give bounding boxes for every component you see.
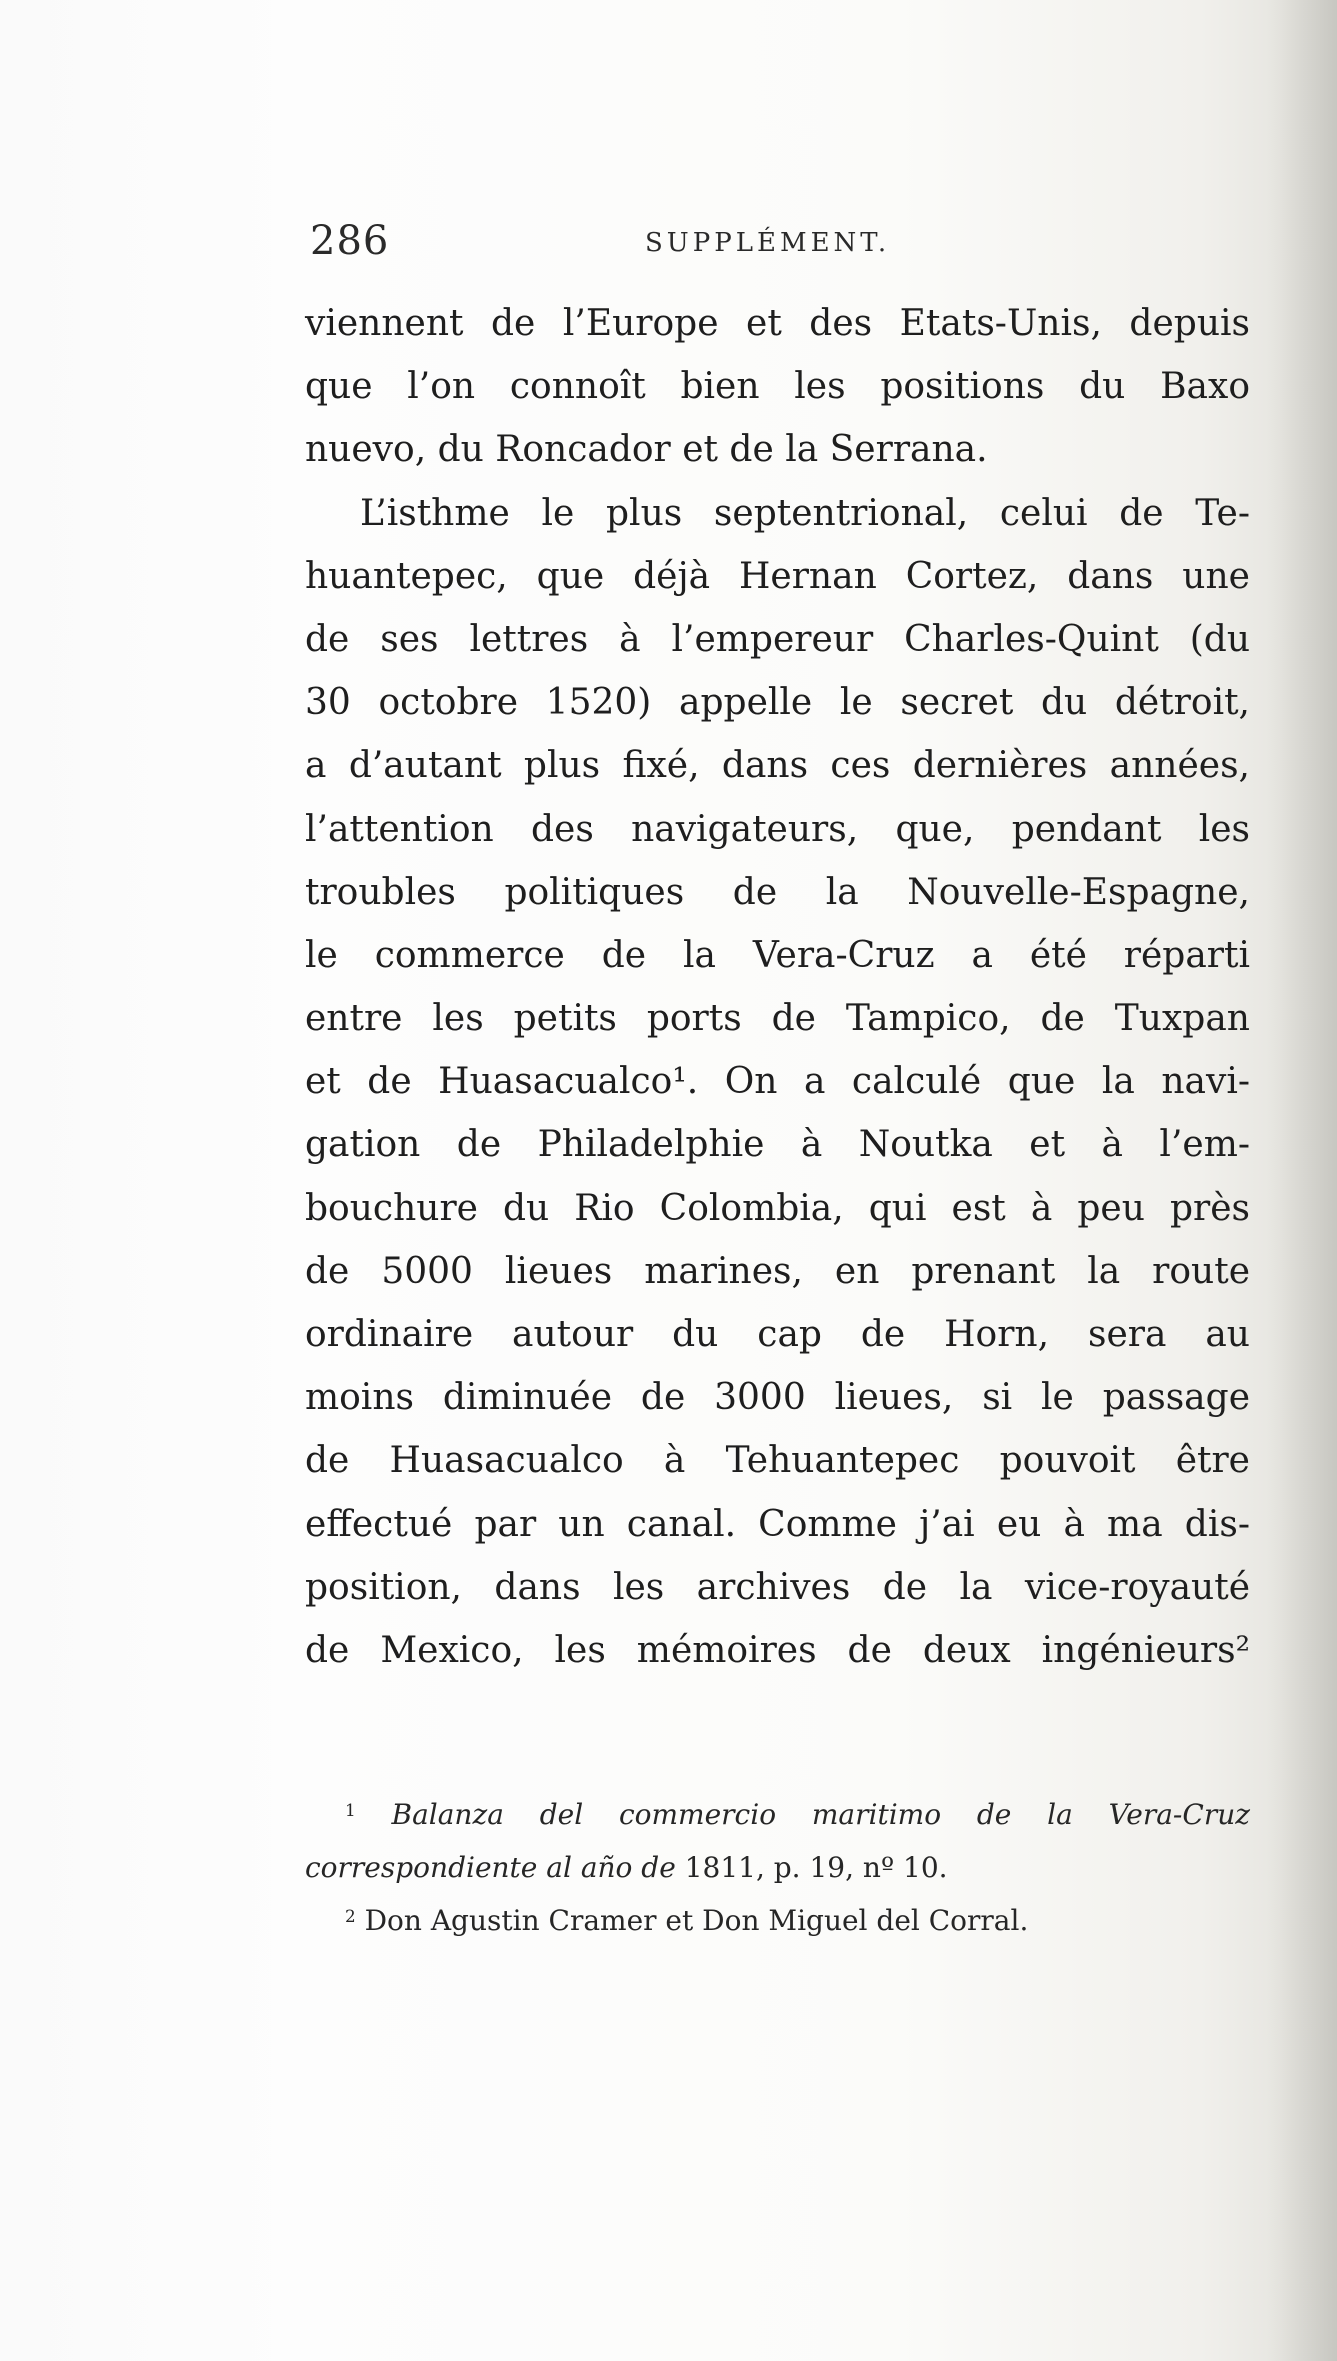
text-line: de ses lettres à l’empereur Charles-Quint (du	[305, 618, 1250, 660]
text-line: de Mexico, les mémoires de deux ingénieurs²	[305, 1629, 1250, 1671]
text-line: et de Huasacualco¹. On a calculé que la navi-	[305, 1061, 1250, 1103]
text-line: gation de Philadelphie à Noutka et à l’em-	[305, 1124, 1250, 1166]
page-header	[310, 218, 1250, 278]
text-line: de 5000 lieues marines, en prenant la route	[305, 1250, 1250, 1292]
footnote-1-reference: 1811, p. 19, nº 10.	[675, 1851, 948, 1884]
text-line: bouchure du Rio Colombia, qui est à peu près	[305, 1187, 1250, 1229]
text-line: effectué par un canal. Comme j’ai eu à ma dis-	[305, 1503, 1250, 1545]
footnote-marker: 2	[345, 1906, 356, 1926]
text-line: a d’autant plus fixé, dans ces dernières années,	[305, 745, 1250, 787]
text-line: moins diminuée de 3000 lieues, si le passage	[305, 1377, 1250, 1419]
text-line: troubles politiques de la Nouvelle-Espagne,	[305, 871, 1250, 913]
page-number: 286	[310, 218, 390, 264]
footnote-2	[305, 1894, 1250, 1947]
footnotes	[305, 1788, 1250, 1947]
footnote-marker: 1	[345, 1800, 356, 1820]
footnote-1-title-cont: correspondiente al año de	[305, 1851, 676, 1884]
text-line: l’attention des navigateurs, que, pendant les	[305, 808, 1250, 850]
footnote-2-text: Don Agustin Cramer et Don Miguel del Corral.	[364, 1904, 1029, 1937]
text-line: position, dans les archives de la vice-royauté	[305, 1566, 1250, 1608]
text-line: le commerce de la Vera-Cruz a été réparti	[305, 934, 1250, 976]
text-line: 30 octobre 1520) appelle le secret du détroit,	[305, 682, 1250, 724]
text-line: huantepec, que déjà Hernan Cortez, dans une	[305, 555, 1250, 597]
running-head: SUPPLÉMENT.	[645, 228, 891, 258]
text-line: viennent de l’Europe et des Etats-Unis, depuis	[305, 303, 1250, 344]
footnote-1-line-1	[305, 1788, 1250, 1841]
footnote-1-title: Balanza del commercio maritimo de la Vera-Cruz	[391, 1798, 1250, 1831]
body-text	[305, 292, 1250, 1682]
text-line: de Huasacualco à Tehuantepec pouvoit être	[305, 1440, 1250, 1482]
text-line: nuevo, du Roncador et de la Serrana.	[305, 429, 988, 471]
text-line: L’isthme le plus septentrional, celui de Te-	[360, 492, 1250, 534]
page-edge-shadow	[1267, 0, 1337, 2361]
text-line: que l’on connoît bien les positions du Baxo	[305, 366, 1250, 408]
text-line: ordinaire autour du cap de Horn, sera au	[305, 1314, 1250, 1355]
footnote-1-line-2	[305, 1841, 1250, 1894]
text-line: entre les petits ports de Tampico, de Tuxpan	[305, 998, 1250, 1040]
